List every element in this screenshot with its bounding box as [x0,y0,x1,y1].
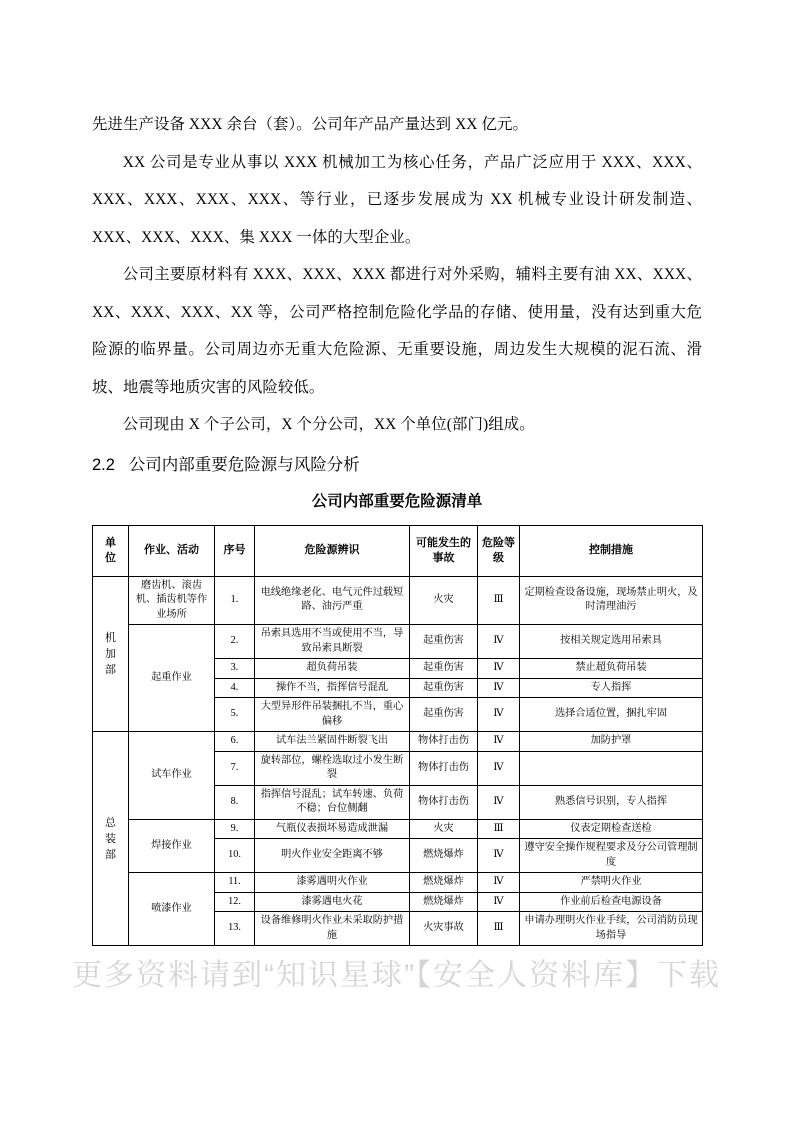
cell-hazard: 试车法兰紧固件断裂飞出 [255,732,410,752]
col-header-unit [93,525,129,576]
cell-accident: 燃烧爆炸 [410,839,478,873]
col-header-unit-label: 单位 [105,536,116,564]
cell-accident: 起重伤害 [410,698,478,732]
cell-level: Ⅳ [478,892,520,912]
cell-hazard: 气瓶仪表损坏易造成泄漏 [255,819,410,839]
cell-hazard: 电线绝缘老化、电气元件过载短路、油污严重 [255,576,410,625]
cell-no: 9. [215,819,255,839]
cell-activity: 试车作业 [129,732,215,820]
paragraph-1: 先进生产设备 XXX 余台（套）。公司年产品产量达到 XX 亿元。 [92,116,528,133]
cell-no: 4. [215,678,255,698]
cell-accident: 燃烧爆炸 [410,892,478,912]
cell-level: Ⅳ [478,785,520,819]
cell-level: Ⅲ [478,819,520,839]
col-header-hazard: 危险源辨识 [255,525,410,576]
cell-accident: 物体打击伤 [410,785,478,819]
cell-no: 8. [215,785,255,819]
watermark: 更多资料请到“知识星球”【安全人资料库】下载 [72,959,721,992]
col-header-accident: 可能发生的事故 [410,525,478,576]
cell-control: 熟悉信号识别，专人指挥 [520,785,703,819]
cell-accident: 起重伤害 [410,678,478,698]
cell-accident: 火灾 [410,576,478,625]
cell-no: 1. [215,576,255,625]
cell-control: 申请办理明火作业手续，公司消防员现场指导 [520,912,703,946]
cell-accident: 火灾 [410,819,478,839]
cell-no: 5. [215,698,255,732]
cell-no: 13. [215,912,255,946]
paragraph-4: 公司现由 X 个子公司，X 个分公司，XX 个单位(部门)组成。 [122,416,535,433]
cell-unit [93,576,129,732]
table-header-row [93,525,703,576]
cell-control: 选择合适位置，捆扎牢固 [520,698,703,732]
hazard-source-table [92,525,703,947]
cell-level: Ⅳ [478,751,520,785]
cell-hazard: 大型异形件吊装捆扎不当，重心偏移 [255,698,410,732]
cell-hazard: 指挥信号混乱；试车转速、负荷不稳；台位侧翻 [255,785,410,819]
cell-accident: 火灾事故 [410,912,478,946]
cell-level: Ⅳ [478,873,520,893]
cell-unit-label: 总装部 [105,816,116,861]
cell-control: 仪表定期检查送检 [520,819,703,839]
cell-control [520,751,703,785]
cell-hazard: 漆雾遇电火花 [255,892,410,912]
cell-no: 10. [215,839,255,873]
table-title: 公司内部重要危险源清单 [311,492,483,510]
cell-control: 按相关规定选用吊索具 [520,625,703,659]
table-row [93,732,703,752]
cell-activity: 起重作业 [129,625,215,732]
cell-no: 6. [215,732,255,752]
cell-level: Ⅲ [478,576,520,625]
cell-activity: 磨齿机、滚齿机、插齿机等作业场所 [129,576,215,625]
paragraph-3: 公司主要原材料有 XXX、XXX、XXX 都进行对外采购，辅料主要有油 XX、XXX、XX、XXX、XXX、XX 等，公司严格控制危险化学品的存储、使用量，没有达到重大危险源的临界量。公司周边亦无重大危险源、无重要设施，周边发生大规模的泥石流、滑坡、地震等地质灾害的风险较低。 [92,266,702,396]
cell-accident: 物体打击伤 [410,732,478,752]
page-content [92,106,702,946]
cell-level: Ⅲ [478,912,520,946]
cell-accident: 燃烧爆炸 [410,873,478,893]
cell-level: Ⅳ [478,659,520,679]
cell-control: 禁止超负荷吊装 [520,659,703,679]
cell-hazard: 明火作业安全距离不够 [255,839,410,873]
col-header-level: 危险等级 [478,525,520,576]
section-heading-2-2: 2.2 公司内部重要危险源与风险分析 [92,455,360,474]
cell-control: 专人指挥 [520,678,703,698]
cell-hazard: 旋转部位，螺栓选取过小发生断裂 [255,751,410,785]
cell-no: 2. [215,625,255,659]
cell-no: 12. [215,892,255,912]
cell-activity: 喷漆作业 [129,873,215,946]
cell-no: 3. [215,659,255,679]
cell-accident: 物体打击伤 [410,751,478,785]
paragraph-2: XX 公司是专业从事以 XXX 机械加工为核心任务，产品广泛应用于 XXX、XXX、XXX、XXX、XXX、XXX、等行业，已逐步发展成为 XX 机械专业设计研发制造、XXX、XXX、XXX、集 XXX 一体的大型企业。 [92,153,702,246]
col-header-activity: 作业、活动 [129,525,215,576]
cell-no: 11. [215,873,255,893]
cell-level: Ⅳ [478,839,520,873]
cell-control: 严禁明火作业 [520,873,703,893]
cell-activity: 焊接作业 [129,819,215,873]
cell-control: 定期检查设备设施，现场禁止明火，及时清理油污 [520,576,703,625]
col-header-control: 控制措施 [520,525,703,576]
col-header-no: 序号 [215,525,255,576]
cell-hazard: 超负荷吊装 [255,659,410,679]
cell-control: 遵守安全操作规程要求及分公司管理制度 [520,839,703,873]
cell-unit-label: 机加部 [105,631,116,676]
cell-control: 加防护罩 [520,732,703,752]
table-header [93,525,703,576]
cell-control: 作业前后检查电源设备 [520,892,703,912]
table-row [93,819,703,839]
table-row [93,625,703,659]
cell-accident: 起重伤害 [410,625,478,659]
cell-accident: 起重伤害 [410,659,478,679]
cell-level: Ⅳ [478,698,520,732]
table-body [93,576,703,946]
table-row [93,873,703,893]
cell-hazard: 吊索具选用不当或使用不当，导致吊索具断裂 [255,625,410,659]
cell-no: 7. [215,751,255,785]
cell-level: Ⅳ [478,625,520,659]
cell-level: Ⅳ [478,678,520,698]
cell-hazard: 操作不当，指挥信号混乱 [255,678,410,698]
cell-level: Ⅳ [478,732,520,752]
cell-hazard: 漆雾遇明火作业 [255,873,410,893]
cell-unit [93,732,129,946]
cell-hazard: 设备维修明火作业未采取防护措施 [255,912,410,946]
table-row [93,576,703,625]
